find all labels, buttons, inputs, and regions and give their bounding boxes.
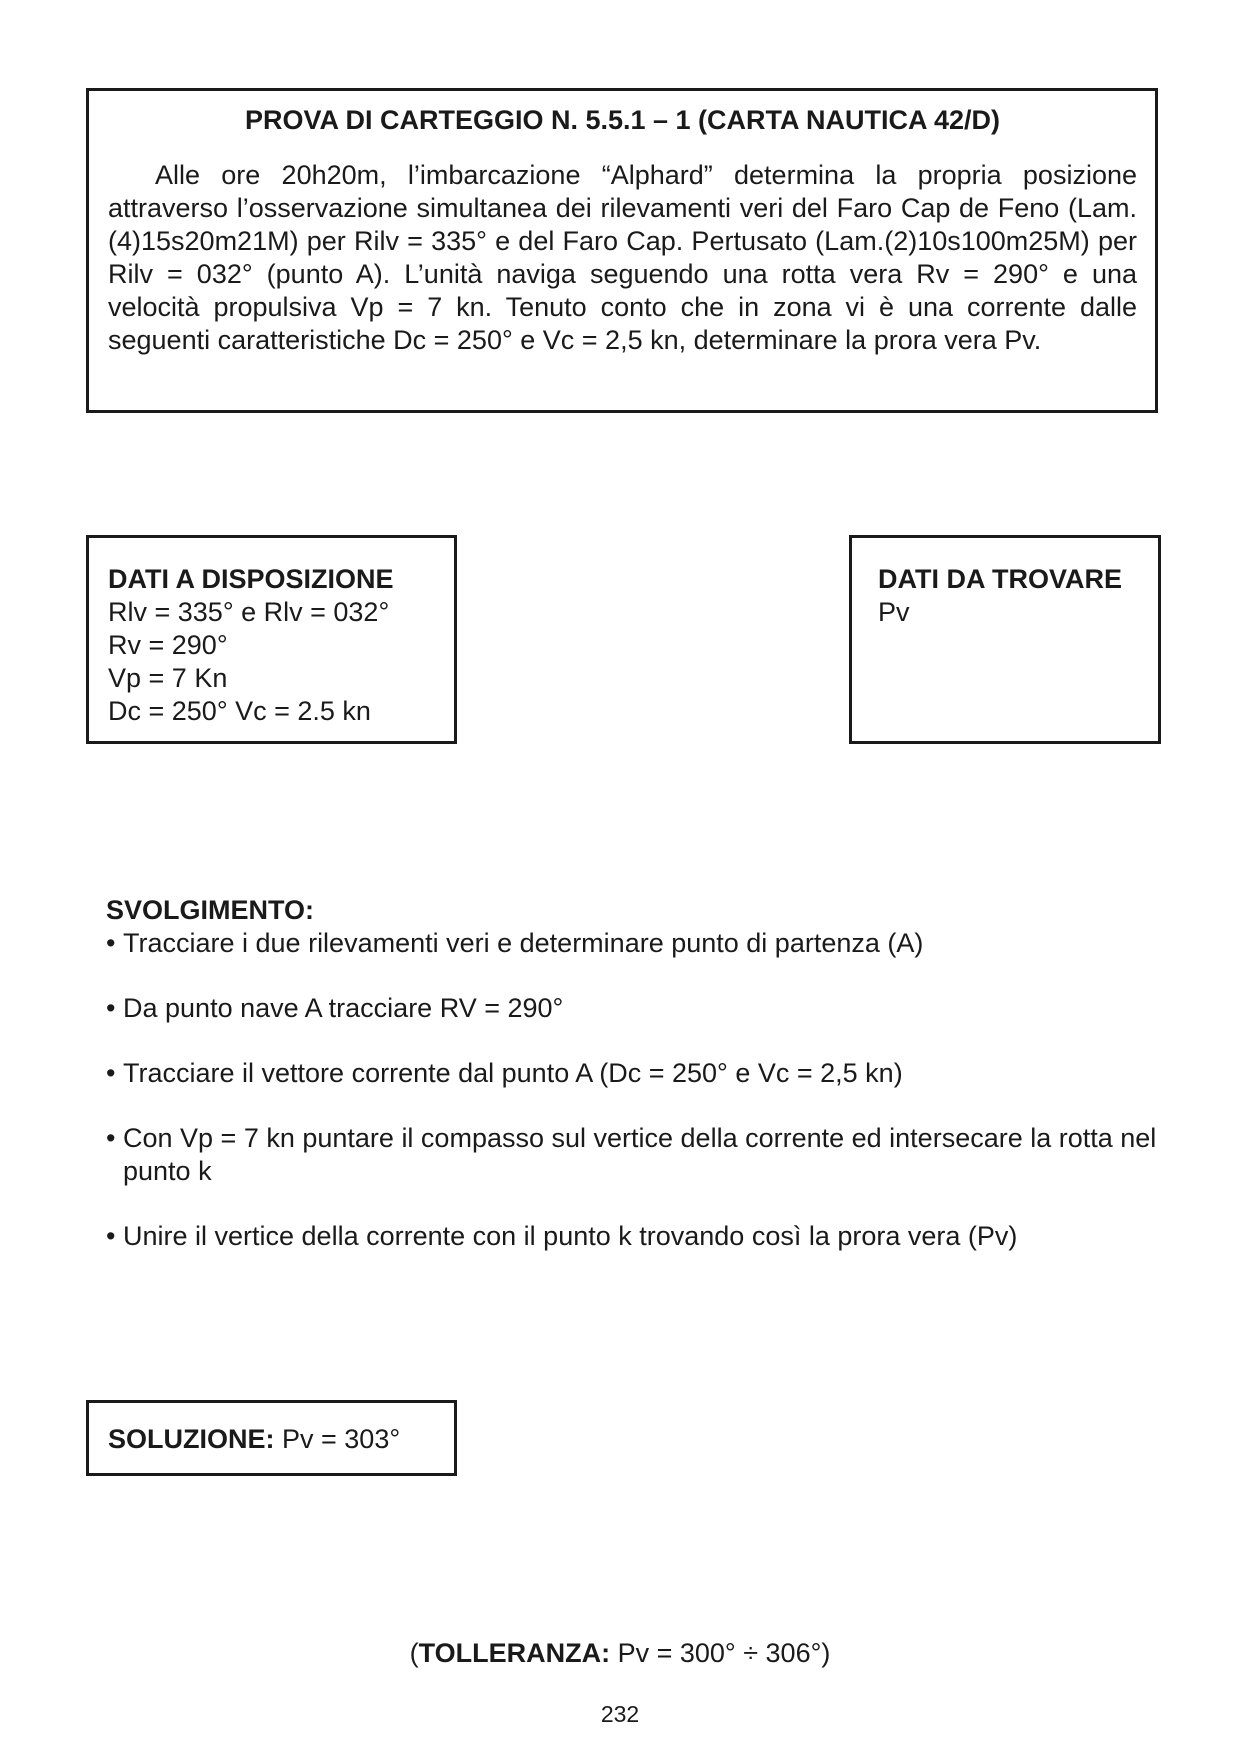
- procedure-step: [106, 1122, 1166, 1188]
- procedure-step: [106, 1057, 1166, 1090]
- solution-label: SOLUZIONE:: [108, 1424, 275, 1454]
- bullet-icon: •: [106, 993, 116, 1023]
- problem-text: Alle ore 20h20m, l’imbarcazione “Alphard” determina la propria posizione attraverso l’osservazione simultanea dei rilevamenti veri del Faro Cap de Feno (Lam.(4)15s20m21M) per Rilv = 335° e del Faro Cap. Pertusato (Lam.(2)10s100m25M) per Rilv = 032° (punto A). L’unità naviga seguendo una rotta vera Rv = 290° e una velocità propulsiva Vp = 7 kn. Tenuto conto che in zona vi è una corrente dalle seguenti caratteristiche Dc = 250° e Vc = 2,5 kn, determinare la prora vera Pv.: [108, 160, 1137, 355]
- tolerance-close-paren: ): [821, 1638, 831, 1668]
- bullet-icon: •: [106, 1221, 116, 1251]
- bullet-icon: •: [106, 928, 116, 958]
- procedure-step: [106, 1220, 1166, 1253]
- problem-title: PROVA DI CARTEGGIO N. 5.5.1 – 1 (CARTA NAUTICA 42/D): [244, 105, 1001, 135]
- procedure-section: [106, 893, 1166, 1285]
- solution-value: Pv = 303°: [282, 1424, 401, 1454]
- procedure-step-text: Tracciare i due rilevamenti veri e determinare punto di partenza (A): [123, 928, 924, 958]
- bullet-icon: •: [106, 1123, 116, 1153]
- tolerance-line: [0, 1636, 1240, 1670]
- given-data-heading: DATI A DISPOSIZIONE: [108, 564, 394, 594]
- procedure-step-text: Da punto nave A tracciare RV = 290°: [123, 993, 564, 1023]
- procedure-heading: SVOLGIMENTO:: [106, 895, 315, 925]
- procedure-step-text: Con Vp = 7 kn puntare il compasso sul vertice della corrente ed intersecare la rotta nel punto k: [123, 1123, 1157, 1186]
- procedure-step: [106, 927, 1166, 960]
- given-data-line: Dc = 250° Vc = 2.5 kn: [108, 696, 371, 726]
- procedure-step-text: Tracciare il vettore corrente dal punto A (Dc = 250° e Vc = 2,5 kn): [123, 1058, 903, 1088]
- tolerance-open-paren: (: [409, 1638, 419, 1668]
- procedure-step: [106, 992, 1166, 1025]
- bullet-icon: •: [106, 1058, 116, 1088]
- data-to-find-line: Pv: [878, 597, 910, 627]
- tolerance-value: Pv = 300° ÷ 306°: [617, 1638, 822, 1668]
- given-data-line: Rv = 290°: [108, 630, 228, 660]
- solution-box: [86, 1400, 457, 1476]
- page-number: 232: [600, 1701, 640, 1727]
- given-data-box: [86, 535, 457, 744]
- tolerance-label: TOLLERANZA:: [418, 1638, 611, 1668]
- given-data-line: Rlv = 335° e Rlv = 032°: [108, 597, 390, 627]
- procedure-step-text: Unire il vertice della corrente con il punto k trovando così la prora vera (Pv): [123, 1221, 1018, 1251]
- data-to-find-heading: DATI DA TROVARE: [878, 564, 1122, 594]
- given-data-line: Vp = 7 Kn: [108, 663, 228, 693]
- problem-box: [86, 88, 1158, 413]
- data-to-find-box: [849, 535, 1161, 744]
